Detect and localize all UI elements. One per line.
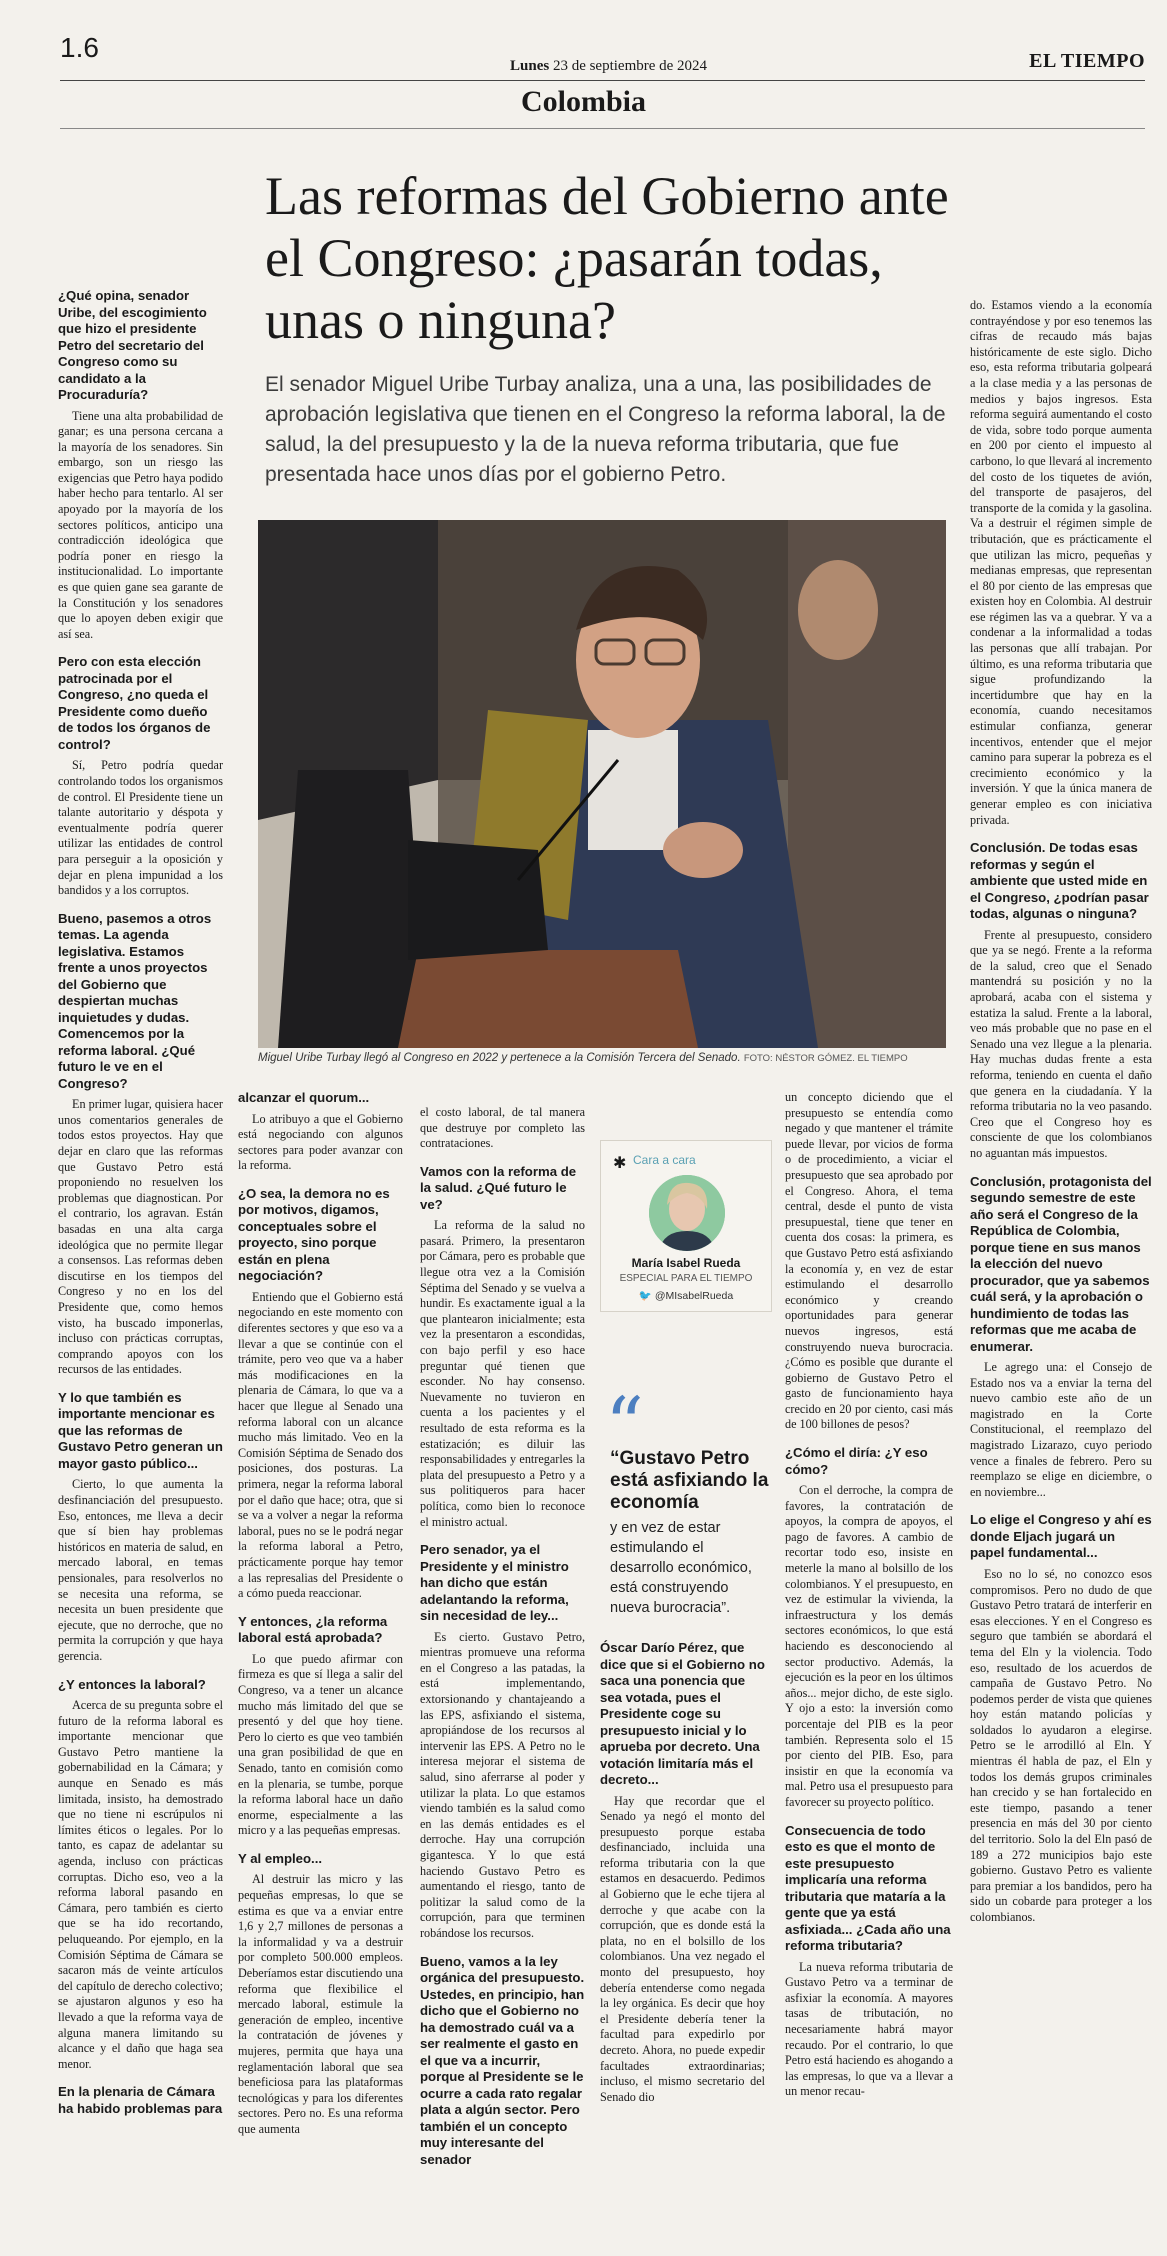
interview-question: Vamos con la reforma de la salud. ¿Qué futuro le ve? <box>420 1163 577 1212</box>
answer-paragraph: Acerca de su pregunta sobre el futuro de la reforma laboral es importante mencionar que Gustavo Petro mantiene la gobernabilidad en la Cámara; y aunque en Senado es más limitada, insisto, ha demostrado que no tiene ni escrúpulos ni límites éticos o legales. Por lo tanto, es capaz de adelantar su agenda, incluso con prácticas corruptas. Dicho eso, veo a la reforma laboral pasando en Cámara, pero también es cierto que se ha ido recortando, peluqueando. Por ejemplo, en la Comisión Séptima de Cámara se sacaron más de veinte artículos del capítulo de derecho colectivo; se ajustaron algunos y eso ha llevado a que la reforma vaya de alguna manera limitando su alcance y el daño que haga sea menor. <box>58 1698 223 2071</box>
author-handle[interactable] <box>601 1289 771 1302</box>
answer-paragraph: Entiendo que el Gobierno está negociando en este momento con diferentes sectores y que eso va a llevar a que se continúe con el trámite, pero veo que va a haber más modificaciones en la plenaria de Cámara, lo que va a hacer que llegue al Senado una reforma laboral con un alcance mucho más limitado. Veo en la Comisión Séptima de Senado dos posiciones, dos posturas. La primera, negar la reforma laboral por el daño que hace; otra, que si se va a volver a negar la reforma laboral, pues no se le podrá negar la reforma laboral a Petro, prácticamente porque hay temor a las represalias del Presidente o a cómo pueda reaccionar. <box>238 1289 403 1601</box>
answer-paragraph: En primer lugar, quisiera hacer unos comentarios generales de todos estos proyectos. Hay que dejar en claro que las reformas que Gustavo Petro está proponiendo no resuelven los problemas que diagnostican. Por el contrario, los agravan. Están basadas en una alta carga ideológica que no permite llegar a consensos. Las reformas deben discutirse en los tiempos del Congreso y no en los del Presidente que, como hemos visto, ha buscado imponerlas, incluso con prácticas corruptas, comprando apoyos con los recursos de las entidades. <box>58 1097 223 1377</box>
interview-question: Pero senador, ya el Presidente y el ministro han dicho que están adelantando la reforma, sin necesidad de ley... <box>420 1542 569 1624</box>
photo-credit: FOTO: NÉSTOR GÓMEZ. EL TIEMPO <box>743 1053 908 1064</box>
pull-quote-continuation: y en vez de estar estimulando el desarrollo económico, está construyendo nueva burocracia”. <box>610 1520 752 1616</box>
interview-question: Y entonces, ¿la reforma laboral está aprobada? <box>238 1613 388 1646</box>
article-photo <box>258 520 946 1048</box>
interview-question: Óscar Darío Pérez, que dice que si el Gobierno no saca una ponencia que sea votada, pues el Presidente coge su presupuesto inicial y lo aprueba por decreto. Una votación limitaría más el decreto... <box>600 1640 765 1787</box>
photo-illustration <box>258 520 946 1048</box>
caption-text: Miguel Uribe Turbay llegó al Congreso en 2022 y pertenece a la Comisión Tercera del Senado. <box>258 1052 741 1064</box>
answer-paragraph: Con el derroche, la compra de favores, la contratación de apoyos, la compra de apoyos, el pago de favores. A cambio de recortar todo eso, insiste en meterle la mano al bolsillo de los colombianos. Y el presupuesto, en vez de estimular la vivienda, la infraestructura y los demás sectores económicos, lo que está haciendo es desconociendo al sector productivo. Además, la ejecución es la peor en los últimos años... mejor dicho, de este siglo. Y ojo a esto: la inversión como porcentaje del PIB es la peor también. Representa solo el 15 por ciento del PIB. Eso, para insistir en que la economía va mal. Petro usa el presupuesto para favorecer su proyecto político. <box>785 1483 953 1809</box>
answer-paragraph: Eso no lo sé, no conozco esos compromisos. Pero no dudo de que Gustavo Petro tratará de interferir en esas elecciones. Y en el Congreso es seguro que también se abordará el tema del Eln y la violencia. Todo eso, resultado de los acuerdos de campaña de Gustavo Petro. No podemos perder de vista que quienes hoy están matando policías y soldados lo ayudaron a elegirse. Petro se le arrodilló al Eln. Y mientras él habla de paz, el Eln y todos los demás grupos criminales han crecido y se han fortalecido en este tiempo, pasando a tener presencia en más del 30 por ciento del territorio. Solo la del Eln pasó de 189 a 272 municipios bajo este gobierno. Gustavo Petro es valiente para premiar a los bandidos, pero ha sido un cobarde para proteger a los colombianos. <box>970 1566 1152 1924</box>
headline: Las reformas del Gobierno ante el Congreso: ¿pasarán todas, unas o ninguna? <box>265 166 949 350</box>
answer-paragraph: Lo que puedo afirmar con firmeza es que sí llega a salir del Congreso, va a tener un alcance mucho más limitado del que se presentó y del que hoy tiene. Pero lo cierto es que veo también una gran posibilidad de que en Senado, tanto en comisión como en la plenaria, se tumbe, porque la reforma laboral hace un daño enorme, especialmente a las micro y a las pequeñas empresas. <box>238 1651 403 1838</box>
answer-paragraph: Hay que recordar que el Senado ya negó el monto del presupuesto porque estaba desfinanciado, incluida una reforma tributaria con la que estamos en desacuerdo. Pedimos al Gobierno que le eche tijera al derroche y que acabe con la corrupción, que es donde está la plata, no en el bolsillo de los colombianos. Una vez negado el monto del presupuesto, hoy debería entenderse como negada la ley orgánica. Es decir que hoy el Presidente debería tener la facultad para expedirlo por decreto. Ahora, no puede expedir facultades extraordinarias; incluso, el mismo secretario del Senado dio <box>600 1793 765 2104</box>
answer-paragraph: Sí, Petro podría quedar controlando todos los organismos de control. El Presidente tiene un talante autoritario y déspota y eventualmente podría querer utilizar las entidades de control para perseguir a la oposición y dejar en plena impunidad a los bandidos y a los corruptos. <box>58 758 223 898</box>
column-1 <box>58 288 223 2243</box>
interview-question: ¿O sea, la demora no es por motivos, digamos, conceptuales sobre el proyecto, sino porque están en plena negociación? <box>238 1185 390 1284</box>
column-3 <box>420 1105 585 2245</box>
answer-paragraph: La reforma de la salud no pasará. Primero, la presentaron por Cámara, pero es probable que llegue otra vez a la Comisión Séptima del Senado y se vuelva a hundir. Es exactamente igual a la que plantearon inicialmente; esta vez la presentaron a escondidas, con bajo perfil y eso hace preguntar qué tienen que esconder. No hay consenso. Nuevamente no tuvieron en cuenta a los pacientes y el resultado de esta reforma es la estatización; es diluir las responsabilidades y entregarles la plata del presupuesto a Petro y a sus politiqueros para hacer política, como bien lo reconoce el ministro actual. <box>420 1218 585 1529</box>
author-role: ESPECIAL PARA EL TIEMPO <box>619 1273 753 1284</box>
author-name: María Isabel Rueda <box>631 1256 741 1270</box>
date-rest: 23 de septiembre de 2024 <box>552 58 708 74</box>
interview-question: ¿Qué opina, senador Uribe, del escogimiento que hizo el presidente Petro del secretario del Congreso como su candidato a la Procuraduría? <box>58 288 207 402</box>
asterisk-icon: ✱ <box>613 1155 627 1172</box>
author-card <box>600 1140 772 1312</box>
answer-paragraph: Frente al presupuesto, considero que ya se negó. Frente a la reforma de la salud, creo que el Senado mantendrá su posición y no la aprobará, acaba con el sistema y estatiza la salud. Frente a la laboral, veo más probable que no pase en el Senado una vez llegue a la plenaria. Hay muchas dudas frente a esta reforma, teniendo en cuenta el daño que genera en la ciudadanía. Y la reforma tributaria no la veo pasando. Creo que el Congreso hoy es consciente de que los colombianos no aguantan más impuestos. <box>970 927 1152 1160</box>
answer-paragraph-continued: do. Estamos viendo a la economía contrayéndose y por eso tenemos las cifras de recaudo más bajas históricamente de este siglo. Dicho eso, esta reforma tributaria golpeará a la clase media y a las personas de medios y bajos ingresos. Esta reforma seguirá aumentando el costo de vida, sobre todo porque aumenta en 200 por ciento el impuesto al carbono, lo que llevará al incremento del costo de los tiquetes de avión, del transporte de pasajeros, del transporte de la comida y la gasolina. Va a destruir el régimen simple de tributación, que es prácticamente el que utilizan las micro, pequeñas y medianas empresas, que representan el 80 por ciento de las empresas que existen hoy en Colombia. Al destruir ese régimen las va a quebrar. Y va a condenar a la informalidad a todas las personas que allí trabajan. Por último, es una reforma tributaria que sigue profundizando la incertidumbre que hay en la economía, cuando necesitamos estimular confianza, generar incentivos, entender que el mejor camino para superar la pobreza es el crecimiento económico y la inversión. Y que la única manera de generar empleo es con iniciativa privada. <box>970 298 1152 827</box>
interview-question: En la plenaria de Cámara ha habido problemas para <box>58 2084 223 2116</box>
interview-question: Bueno, vamos a la ley orgánica del presupuesto. Ustedes, en principio, han dicho que el Gobierno no ha demostrado cuál va a ser realmente el gasto en el que va a incurrir, porque al Presidente se le ocurre a cada rato regalar plata a algún sector. Pero también el un concepto muy interesante del senador <box>420 1953 585 2167</box>
column-4 <box>600 1640 765 2245</box>
date-day: Lunes <box>510 58 550 74</box>
column-6 <box>970 298 1152 2248</box>
answer-paragraph-continued: el costo laboral, de tal manera que destruye por completo las contrataciones. <box>420 1105 585 1151</box>
answer-paragraph: Al destruir las micro y las pequeñas empresas, lo que se estima es que va a enviar entre 1,6 y 2,7 millones de personas a la informalidad y va a destruir por completo 500.000 empleos. Deberíamos estar discutiendo una reforma que flexibilice el mercado laboral, estimule la generación de empleo, incentive la contratación de jóvenes y mujeres, permita que haya una reglamentación laboral que sea beneficiosa para las plataformas tecnológicas y para los diferentes sectores. Pero no. Es una reforma que aumenta <box>238 1872 403 2136</box>
interview-question: Bueno, pasemos a otros temas. La agenda legislativa. Estamos frente a unos proyectos del Gobierno que despiertan muchas inquietudes y dudas. Comencemos por la reforma laboral. ¿Qué futuro le ve en el Congreso? <box>58 910 212 1091</box>
interview-question-continued: alcanzar el quorum... <box>238 1090 370 1105</box>
section-title: Colombia <box>520 85 646 118</box>
interview-question: Conclusión, protagonista del segundo semestre de este año será el Congreso de la República de Colombia, porque tiene en sus manos la elección del nuevo procurador, que ya sabemos cuál será, y la aprobación o hundimiento de todas las reformas que me acaba de enumerar. <box>970 1173 1152 1354</box>
handle-text: @MIsabelRueda <box>654 1290 734 1302</box>
answer-paragraph: Es cierto. Gustavo Petro, mientras promueve una reforma en el Congreso a las patadas, la está implementando, extorsionando y chantajeando a las EPS, asfixiando el sistema, apropiándose de los recursos al intervenir las EPS. A Petro no le interesa mejorar el sistema de salud, sino aferrarse al poder y utilizar la plata. Lo que estamos viendo también es la salud como en las demás entidades es el derroche. Hay una corrupción gigantesca. Y lo que está haciendo Gustavo Petro es aumentando el riesgo, tanto de politizar la salud como de la corrupción, para que terminen robándose los recursos. <box>420 1629 585 1940</box>
answer-paragraph: La nueva reforma tributaria de Gustavo Petro va a terminar de asfixiar la economía. A mayores tasas de tributación, no necesariamente habrá mayor recaudo. Por el contrario, lo que Petro está haciendo es ahogando a las empresas, lo que va a llevar a un menor recau- <box>785 1959 953 2099</box>
header-rule <box>60 80 1145 81</box>
twitter-icon: 🐦 <box>638 1290 652 1302</box>
interview-question: ¿Y entonces la laboral? <box>58 1676 206 1692</box>
answer-paragraph: Le agrego una: el Consejo de Estado nos va a enviar la terna del nuevo cambio este año de un magistrado en la Corte Constitucional, el reemplazo del magistrado Lizarazo, cuyo periodo vence a finales de febrero. Pero su reemplazo se elige en diciembre, o en noviembre... <box>970 1360 1152 1499</box>
pull-quote: “Gustavo Petro está asfixiando la economía <box>610 1448 769 1513</box>
newspaper-brand: EL TIEMPO <box>1029 50 1145 72</box>
interview-question: Consecuencia de todo esto es que el monto de este presupuesto implicaría una reforma tributaria que mataría a la gente que ya está asfixiada... ¿Cada año una reforma tributaria? <box>785 1822 951 1954</box>
section-rule <box>60 128 1145 129</box>
avatar-illustration <box>649 1175 725 1251</box>
interview-question: Y al empleo... <box>238 1850 323 1866</box>
author-avatar <box>649 1175 725 1251</box>
answer-paragraph-continued: un concepto diciendo que el presupuesto se entendía como negado y que mantener el trámite puede llevar, por vicios de forma o de procedimiento, a viciar el presupuesto que sea aprobado por el Congreso. Ahora, el tema central, desde el punto de vista presupuestal, tiene que tener en cuenta dos cosas: la primera, es que Gustavo Petro está asfixiando la economía y, en vez de estar estimulando el desarrollo económico y creando oportunidades para generar nuevos ingresos, está construyendo nueva burocracia. ¿Cómo es posible que durante el gobierno de Gustavo Petro el gasto de funcionamiento haya crecido en 20 por ciento, casi más de 100 billones de pesos? <box>785 1090 953 1432</box>
column-2 <box>238 1090 403 2240</box>
lede: El senador Miguel Uribe Turbay analiza, una a una, las posibilidades de aprobación legislativa que tienen en el Congreso la reforma laboral, la de salud, la del presupuesto y la de la nueva reforma tributaria, que fue presentada hace unos días por el gobierno Petro. <box>265 373 946 486</box>
answer-paragraph: Tiene una alta probabilidad de ganar; es una persona cercana a la mayoría de los senadores. Sin embargo, son un riesgo las exigencias que Petro haya podido haber hecho para tentarlo. Al ser apoyado por la mayoría de los sectores políticos, anticipo una contradicción ideológica que podría poner en riesgo la institucionalidad. Lo importante es que quien gane sea garante de la Constitución y los senadores que lo apoyen deben exigir que así sea. <box>58 408 223 641</box>
card-label: Cara a cara <box>633 1153 696 1167</box>
answer-paragraph: Lo atribuyo a que el Gobierno está negociando con algunos sectores para poder avanzar con la reforma. <box>238 1111 403 1173</box>
interview-question: Y lo que también es importante mencionar es que las reformas de Gustavo Petro generan un mayor gasto público... <box>58 1389 223 1471</box>
interview-question: Pero con esta elección patrocinada por el Congreso, ¿no queda el Presidente como dueño de todos los órganos de control? <box>58 654 211 752</box>
column-5 <box>785 1090 953 2245</box>
interview-question: Conclusión. De todas esas reformas y según el ambiente que usted mide en el Congreso, ¿podrían pasar todas, algunas o ninguna? <box>970 840 1149 922</box>
page-number: 1.6 <box>60 32 99 63</box>
interview-question: Lo elige el Congreso y ahí es donde Eljach jugará un papel fundamental... <box>970 1512 1152 1561</box>
photo-caption <box>258 1052 946 1064</box>
dateline <box>510 58 707 75</box>
interview-question: ¿Cómo el diría: ¿Y eso cómo? <box>785 1445 928 1477</box>
answer-paragraph: Cierto, lo que aumenta la desfinanciación del presupuesto. Eso, entonces, me lleva a decir que sí bien hay problemas históricos en materia de salud, en mercado laboral, en temas pensionales, para resolverlos no se necesita una reforma, se necesita un buen presidente que ejecute, que no derroche, que no permita la corrupción y que haya gerencia. <box>58 1477 223 1663</box>
quote-mark-icon: “ <box>605 1380 644 1469</box>
